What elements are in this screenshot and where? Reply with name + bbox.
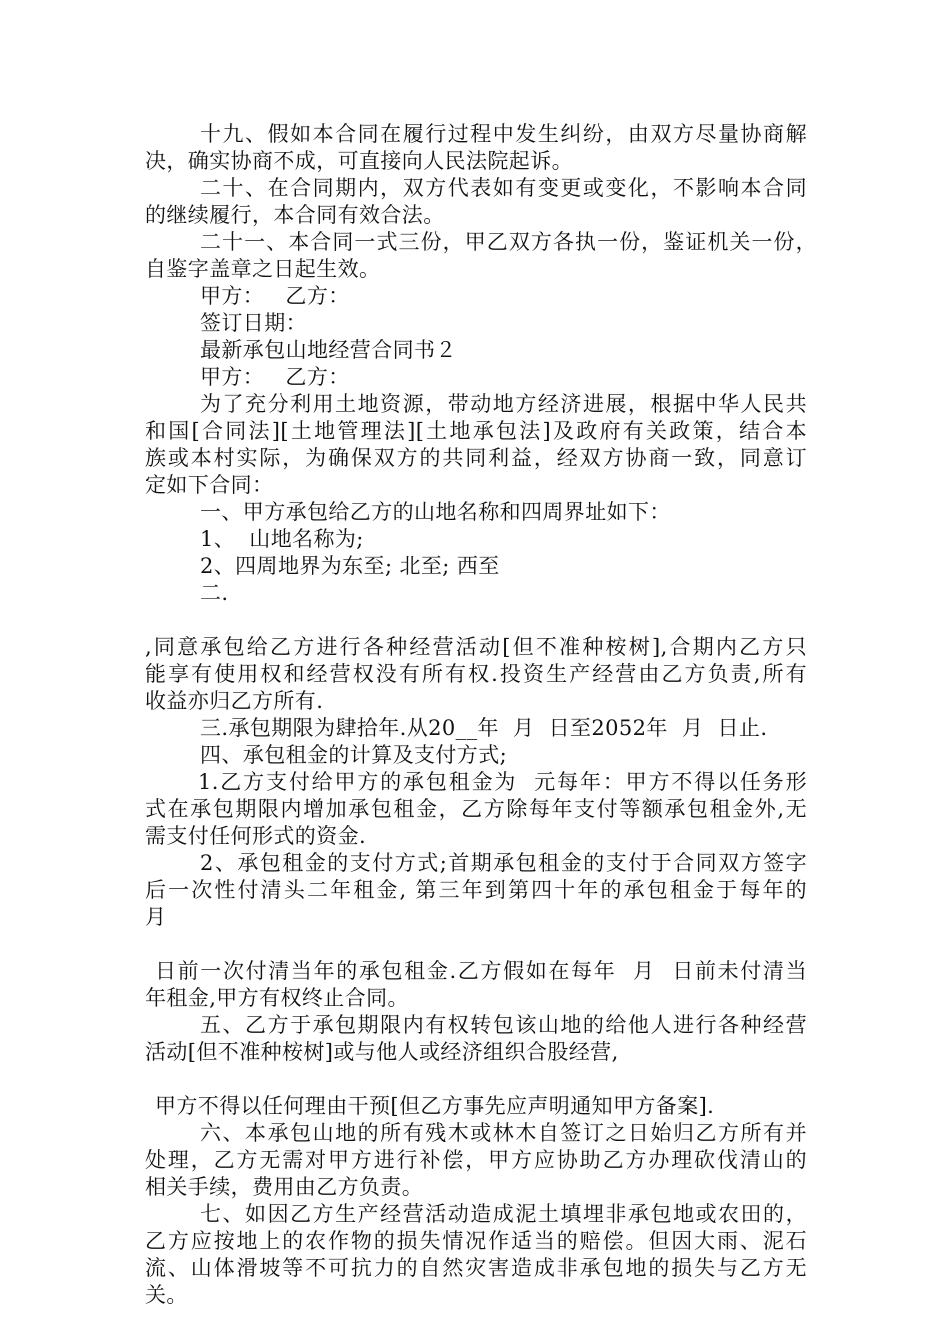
- text-line: 相关手续，费用由乙方负责。: [145, 1175, 424, 1199]
- text-line: 收益亦归乙方所有.: [145, 689, 324, 713]
- text-line: 二十一、本合同一式三份，甲乙双方各执一份，鉴证机关一份，: [200, 230, 817, 254]
- text-line: 十九、假如本合同在履行过程中发生纠纷，由双方尽量协商解: [200, 122, 807, 146]
- text-line: 1、 山地名称为;: [200, 527, 364, 551]
- text-line: 甲方： 乙方：: [200, 284, 350, 308]
- text-line: 式在承包期限内增加承包租金，乙方除每年支付等额承包租金外,无: [145, 797, 807, 821]
- text-line: 最新承包山地经营合同书２: [200, 338, 457, 362]
- text-line: 签订日期：: [200, 311, 307, 335]
- text-line: 为了充分利用土地资源，带动地方经济进展，根据中华人民共: [200, 392, 807, 416]
- text-line: 2、四周地界为东至; 北至; 西至: [200, 554, 500, 578]
- text-line: 自鉴字盖章之日起生效。: [145, 257, 381, 281]
- text-line: ,同意承包给乙方进行各种经营活动[但不准种桉树],合期内乙方只: [145, 635, 807, 659]
- text-line: 族或本村实际，为确保双方的共同利益，经双方协商一致，同意订: [145, 446, 807, 470]
- text-line: 2、承包租金的支付方式;首期承包租金的支付于合同双方签字: [200, 851, 807, 875]
- text-line: 和国[合同法][土地管理法][土地承包法]及政府有关政策，结合本: [145, 419, 807, 443]
- text-line: 月: [145, 905, 167, 929]
- text-line: 甲方不得以任何理由干预[但乙方事先应声明通知甲方备案].: [155, 1094, 715, 1118]
- text-line: 五、乙方于承包期限内有权转包该山地的给他人进行各种经营: [200, 1013, 807, 1037]
- text-line: 的继续履行，本合同有效合法。: [145, 203, 445, 227]
- text-line: 一、甲方承包给乙方的山地名称和四周界址如下：: [200, 500, 671, 524]
- text-line: 日前一次付清当年的承包租金.乙方假如在每年 月 日前未付清当: [155, 959, 807, 983]
- text-line: 六、本承包山地的所有残木或林木自签订之日始归乙方所有并: [200, 1121, 807, 1145]
- text-line: 活动[但不准种桉树]或与他人或经济组织合股经营,: [145, 1040, 619, 1064]
- text-line: 年租金,甲方有权终止合同。: [145, 986, 409, 1010]
- text-line: 四、承包租金的计算及支付方式;: [200, 743, 508, 767]
- text-line: 二十、在合同期内，双方代表如有变更或变化，不影响本合同: [200, 176, 807, 200]
- text-line: 处理，乙方无需对甲方进行补偿，甲方应协助乙方办理砍伐清山的: [145, 1148, 807, 1172]
- text-line: 决，确实协商不成，可直接向人民法院起诉。: [145, 149, 573, 173]
- text-line: 七、如因乙方生产经营活动造成泥土填埋非承包地或农田的，: [200, 1202, 807, 1226]
- text-line: 流、山体滑坡等不可抗力的自然灾害造成非承包地的损失与乙方无: [145, 1256, 807, 1280]
- text-line: 能享有使用权和经营权没有所有权.投资生产经营由乙方负责,所有: [145, 662, 807, 686]
- text-line: 1.乙方支付给甲方的承包租金为 元每年：甲方不得以任务形: [198, 770, 807, 794]
- text-line: 甲方： 乙方：: [200, 365, 350, 389]
- text-line: 需支付任何形式的资金.: [145, 824, 367, 848]
- text-line: 定如下合同：: [145, 473, 274, 497]
- text-line: 后一次性付清头二年租金, 第三年到第四十年的承包租金于每年的: [145, 878, 807, 902]
- text-line: 关。: [145, 1283, 188, 1307]
- text-line: 三.承包期限为肆拾年.从20__年 月 日至2052年 月 日止.: [200, 716, 768, 740]
- text-line: 二.: [200, 581, 229, 605]
- text-line: 乙方应按地上的农作物的损失情况作适当的赔偿。但因大雨、泥石: [145, 1229, 807, 1253]
